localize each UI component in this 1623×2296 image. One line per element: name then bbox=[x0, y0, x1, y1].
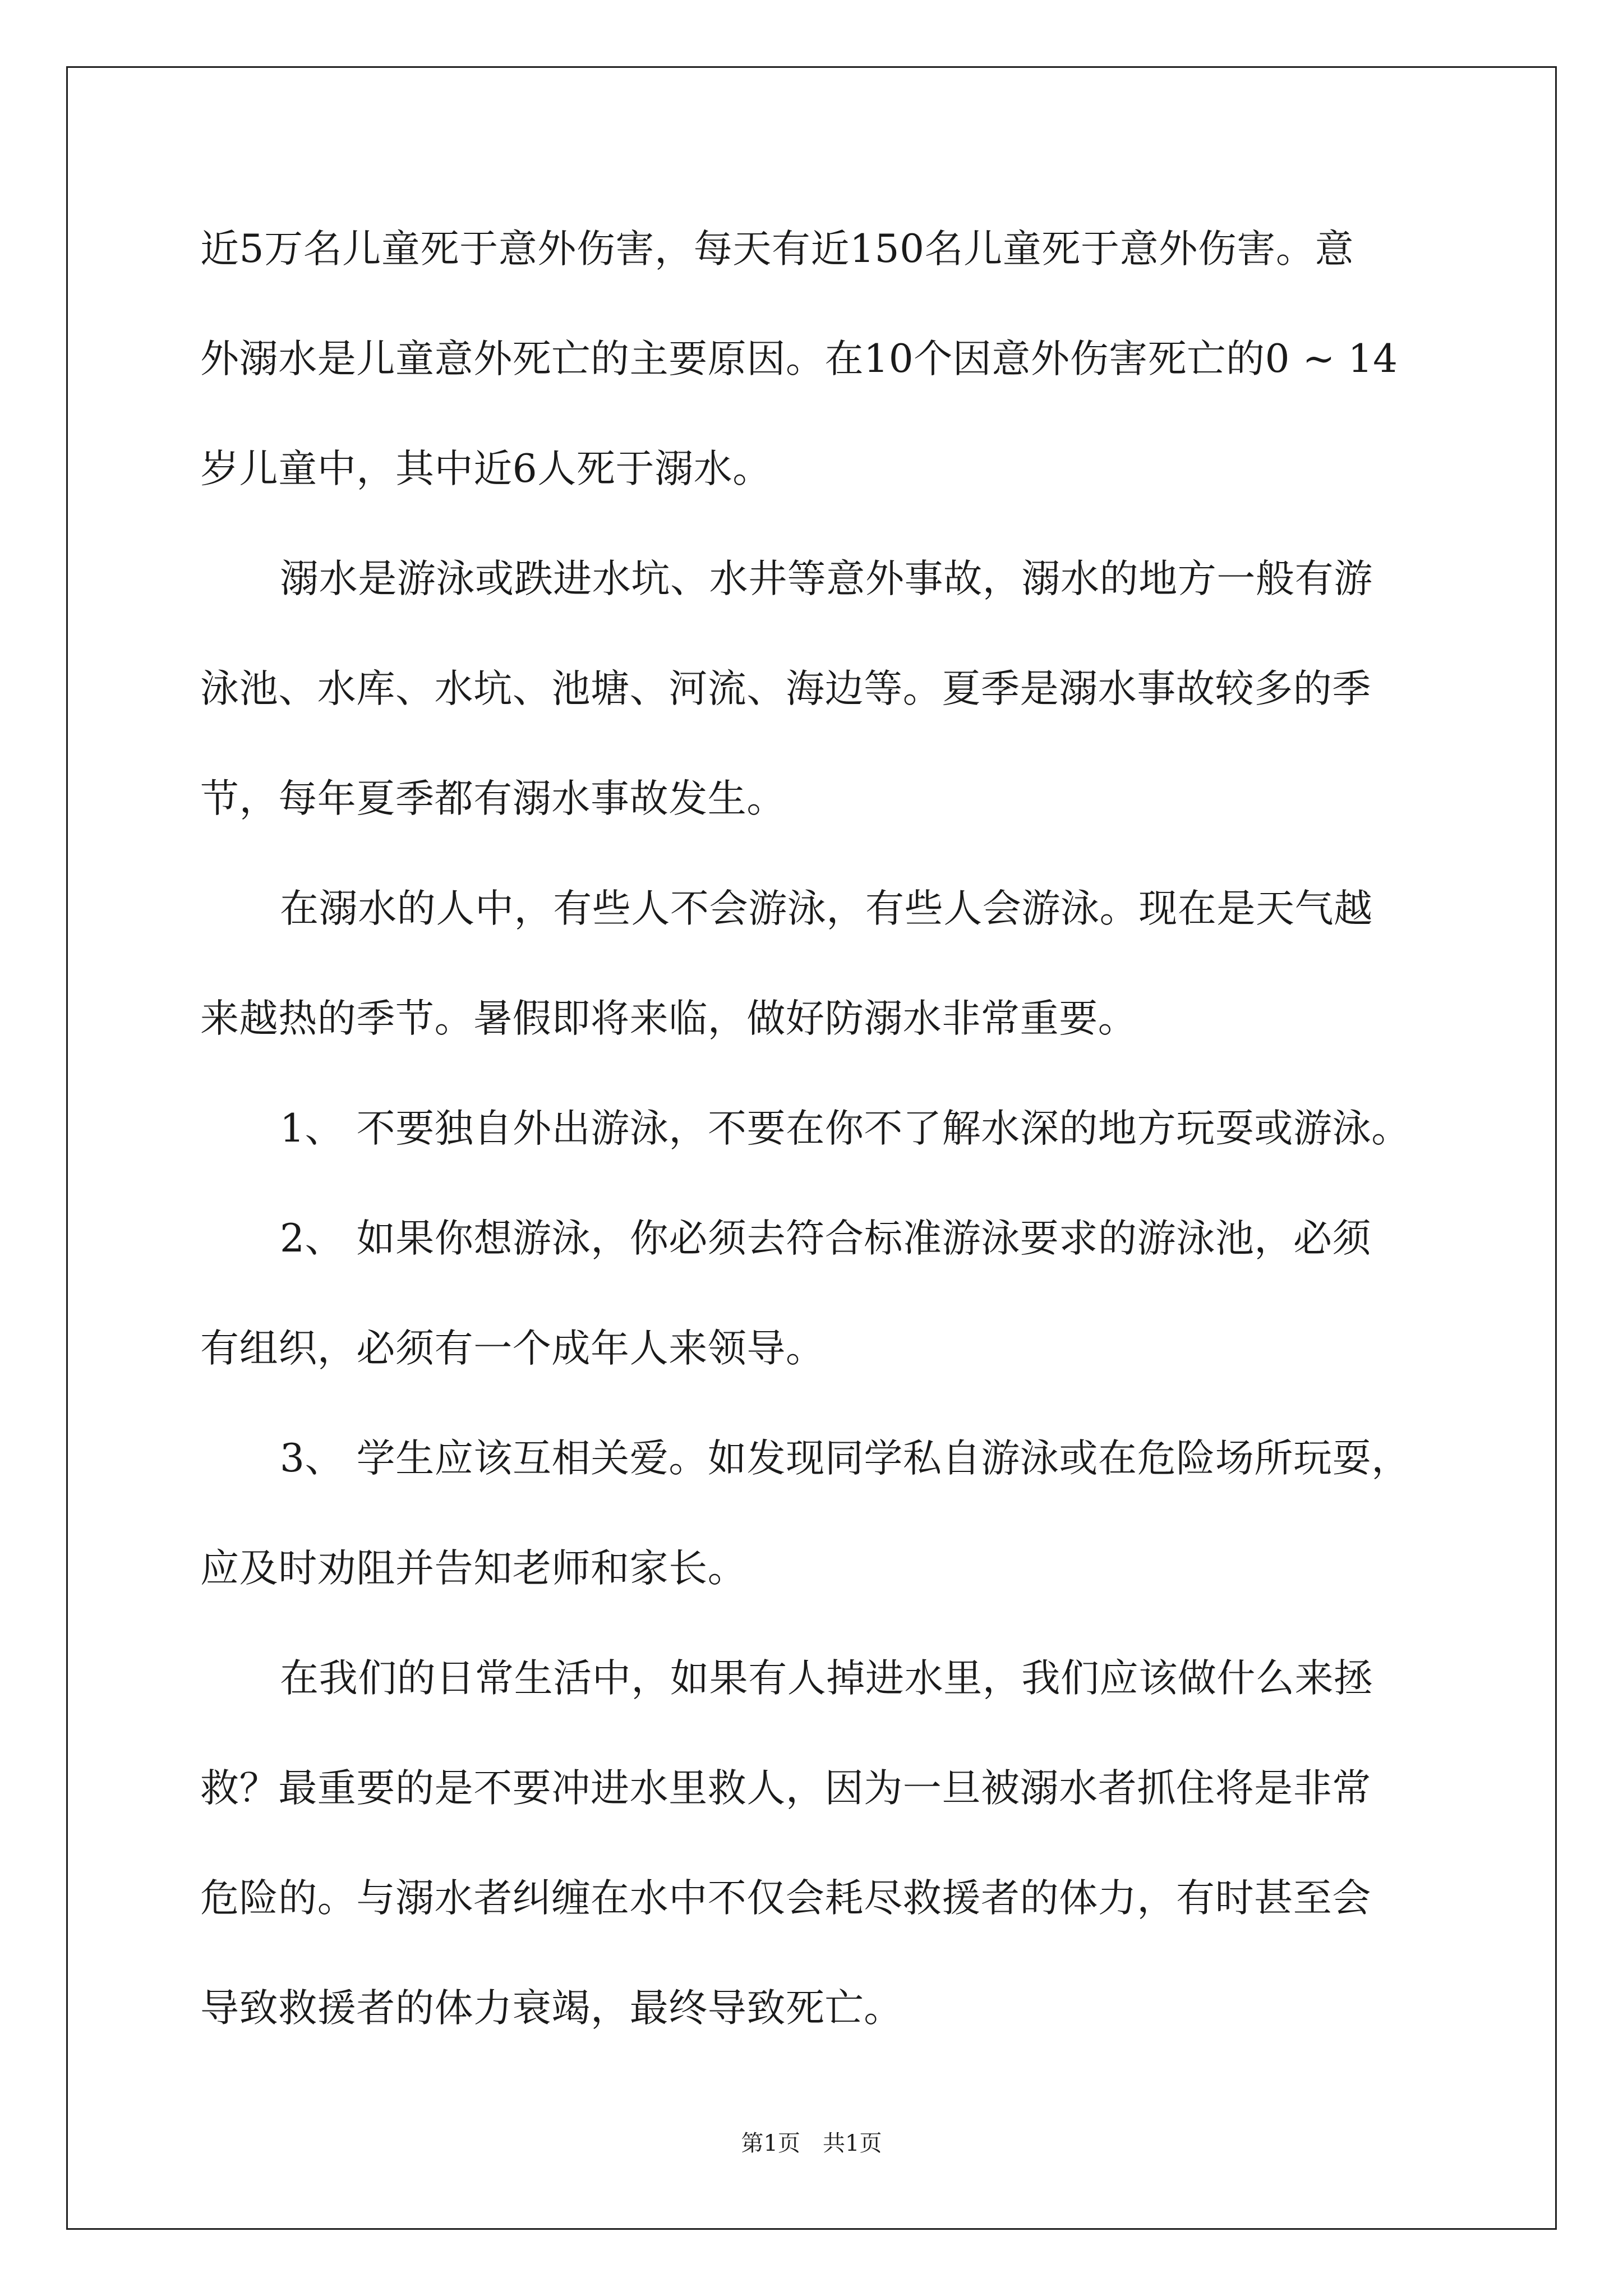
paragraph-first-line: 在我们的日常生活中，如果有人掉进水里，我们应该做什么来拯 bbox=[280, 1656, 1373, 1701]
page-number-footer: 第1页 共1页 bbox=[741, 2131, 882, 2156]
paragraph-first-line: 溺水是游泳或跌进水坑、水井等意外事故，溺水的地方一般有游 bbox=[280, 556, 1373, 601]
text-line: 近5万名儿童死于意外伤害，每天有近150名儿童死于意外伤害。意 bbox=[200, 227, 1354, 272]
text-line: 应及时劝阻并告知老师和家长。 bbox=[200, 1546, 747, 1591]
text-line: 泳池、水库、水坑、池塘、河流、海边等。夏季是溺水事故较多的季 bbox=[200, 666, 1371, 711]
text-line: 救？最重要的是不要冲进水里救人，因为一旦被溺水者抓住将是非常 bbox=[200, 1766, 1371, 1811]
text-line: 来越热的季节。暑假即将来临，做好防溺水非常重要。 bbox=[200, 996, 1137, 1041]
text-line: 危险的。与溺水者纠缠在水中不仅会耗尽救援者的体力，有时甚至会 bbox=[200, 1876, 1371, 1921]
document-body bbox=[200, 210, 1423, 2079]
list-item-1: 1、 不要独自外出游泳，不要在你不了解水深的地方玩耍或游泳。 bbox=[280, 1106, 1410, 1151]
text-line: 节，每年夏季都有溺水事故发生。 bbox=[200, 776, 786, 821]
text-line: 导致救援者的体力衰竭，最终导致死亡。 bbox=[200, 1986, 903, 2031]
list-item-3: 3、 学生应该互相关爱。如发现同学私自游泳或在危险场所玩耍， bbox=[280, 1436, 1410, 1481]
text-line: 岁儿童中，其中近6人死于溺水。 bbox=[200, 447, 772, 491]
paragraph-first-line: 在溺水的人中，有些人不会游泳，有些人会游泳。现在是天气越 bbox=[280, 886, 1373, 931]
list-item-2: 2、 如果你想游泳，你必须去符合标准游泳要求的游泳池，必须 bbox=[280, 1216, 1372, 1261]
text-line: 外溺水是儿童意外死亡的主要原因。在10个因意外伤害死亡的0 ~ 14 bbox=[200, 337, 1398, 381]
text-line: 有组织，必须有一个成年人来领导。 bbox=[200, 1326, 825, 1371]
